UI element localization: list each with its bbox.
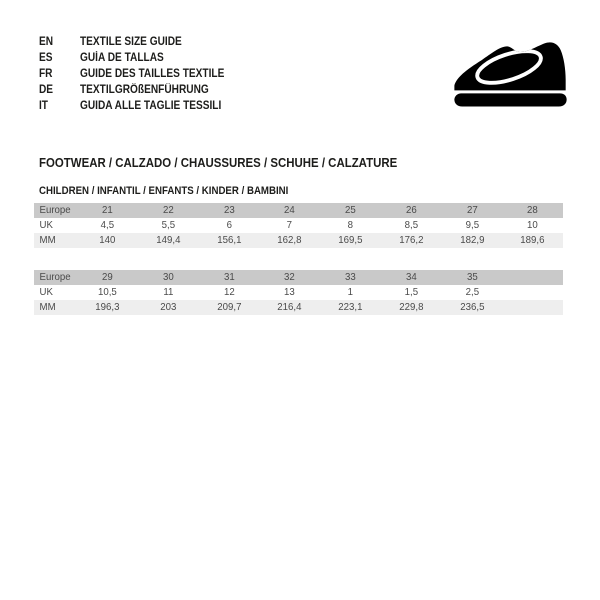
size-cell: 13 [284, 286, 296, 298]
row-label: Europe [39, 271, 71, 283]
size-cell: 27 [466, 204, 478, 216]
language-guide-title: GUÍA DE TALLAS [80, 52, 164, 64]
size-cell: 229,8 [399, 301, 424, 313]
size-cell: 33 [344, 271, 356, 283]
table-row-europe [34, 270, 563, 285]
children-size-table-2 [34, 270, 563, 315]
size-cell: 169,5 [338, 234, 363, 246]
size-cell: 31 [223, 271, 235, 283]
language-code: DE [39, 84, 54, 96]
size-cell [505, 285, 561, 300]
language-code: IT [39, 100, 49, 112]
size-cell: 156,1 [216, 234, 241, 246]
size-cell: 22 [162, 204, 174, 216]
row-label: UK [39, 219, 53, 231]
table-row-mm [34, 233, 563, 248]
size-cell: 12 [223, 286, 235, 298]
size-cell: 24 [284, 204, 296, 216]
language-row [39, 82, 244, 98]
size-cell: 223,1 [338, 301, 363, 313]
row-label: Europe [39, 204, 71, 216]
row-label: MM [39, 234, 56, 246]
size-cell: 28 [527, 204, 539, 216]
size-cell: 216,4 [277, 301, 302, 313]
size-cell: 32 [284, 271, 296, 283]
language-title-list [39, 34, 244, 114]
size-cell: 8 [347, 219, 354, 231]
section-title: FOOTWEAR / CALZADO / CHAUSSURES / SCHUHE / CALZATURE [39, 155, 398, 170]
size-cell: 30 [162, 271, 174, 283]
table-row-europe [34, 203, 563, 218]
size-cell: 1,5 [404, 286, 418, 298]
language-row [39, 34, 244, 50]
language-guide-title: TEXTILE SIZE GUIDE [80, 36, 182, 48]
size-cell: 10,5 [97, 286, 117, 298]
size-cell: 34 [405, 271, 417, 283]
language-row [39, 66, 244, 82]
size-cell: 35 [466, 271, 478, 283]
size-cell: 21 [101, 204, 113, 216]
size-cell: 29 [101, 271, 113, 283]
size-cell [505, 270, 561, 285]
table-row-uk [34, 285, 563, 300]
size-cell: 9,5 [465, 219, 479, 231]
language-row [39, 50, 244, 66]
size-cell: 196,3 [95, 301, 120, 313]
size-cell: 8,5 [404, 219, 418, 231]
size-cell: 162,8 [277, 234, 302, 246]
size-cell: 2,5 [465, 286, 479, 298]
section-subtitle: CHILDREN / INFANTIL / ENFANTS / KINDER / BAMBINI [39, 185, 289, 197]
language-row [39, 98, 244, 114]
size-cell: 6 [226, 219, 232, 231]
row-label: UK [39, 286, 53, 298]
size-cell: 209,7 [216, 301, 241, 313]
size-cell: 1 [347, 286, 354, 298]
size-cell: 23 [223, 204, 235, 216]
size-cell: 25 [344, 204, 356, 216]
size-cell: 189,6 [520, 234, 545, 246]
children-size-table-1 [34, 203, 563, 248]
kids-shoe-icon [452, 25, 570, 107]
language-code: FR [39, 68, 53, 80]
size-cell: 4,5 [100, 219, 115, 231]
size-cell: 203 [160, 301, 177, 313]
size-cell: 182,9 [459, 234, 484, 246]
table-row-mm [34, 300, 563, 315]
size-cell: 176,2 [399, 234, 424, 246]
language-code: EN [39, 36, 54, 48]
size-cell: 26 [405, 204, 417, 216]
language-guide-title: GUIDA ALLE TAGLIE TESSILI [80, 100, 222, 112]
size-cell: 140 [99, 234, 116, 246]
language-guide-title: TEXTILGRÖßENFÜHRUNG [80, 84, 209, 96]
row-label: MM [39, 301, 56, 313]
table-row-uk [34, 218, 563, 233]
size-cell [505, 300, 561, 315]
size-cell: 5,5 [161, 219, 175, 231]
language-code: ES [39, 52, 53, 64]
size-cell: 149,4 [156, 234, 181, 246]
size-cell: 11 [163, 286, 174, 298]
size-cell: 10 [527, 219, 539, 231]
size-cell: 236,5 [459, 301, 484, 313]
size-cell: 7 [286, 219, 293, 231]
language-guide-title: GUIDE DES TAILLES TEXTILE [80, 68, 225, 80]
